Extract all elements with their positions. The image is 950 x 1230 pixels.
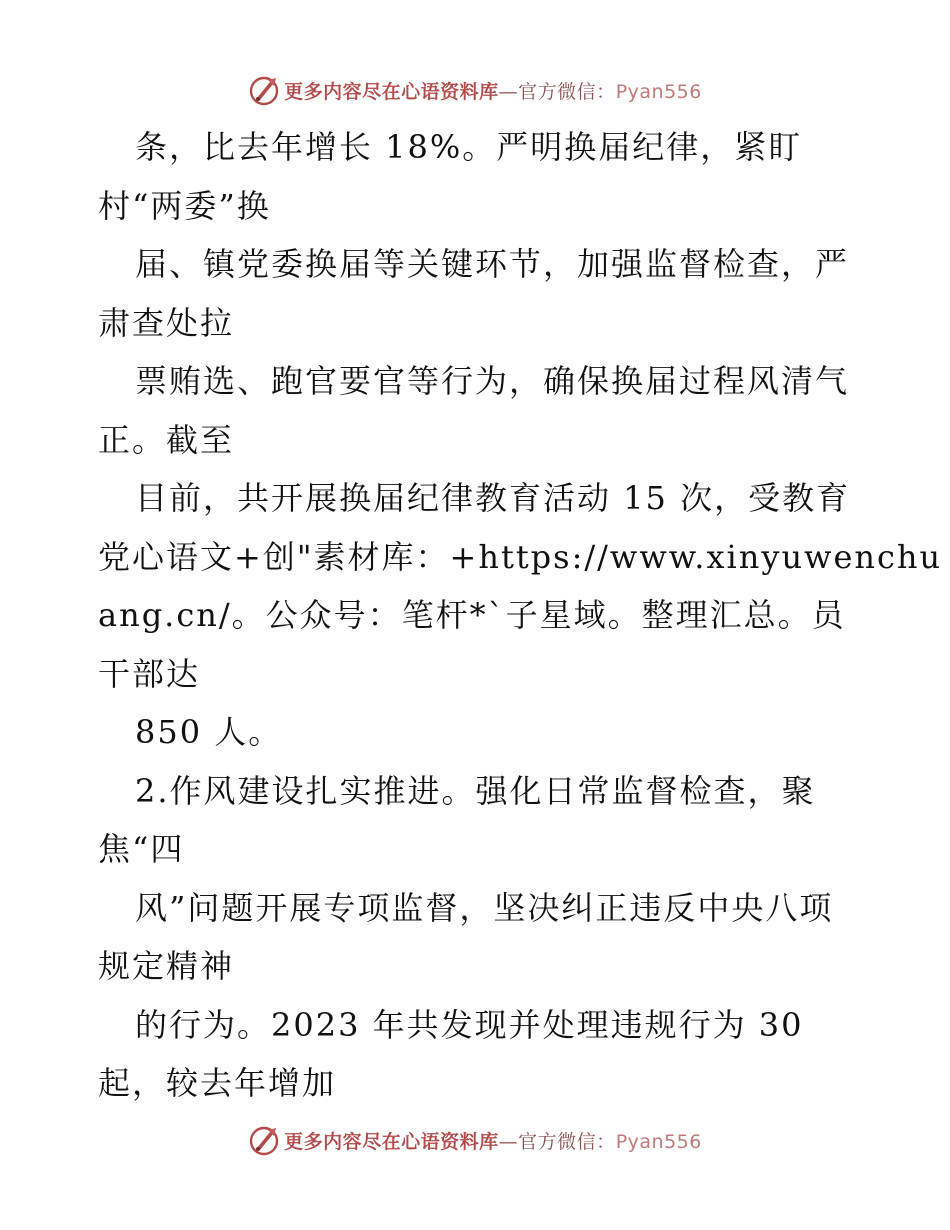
watermark-separator: — bbox=[498, 1130, 519, 1153]
red-quill-logo-icon bbox=[248, 74, 280, 106]
body-line: 村“两委”换 bbox=[98, 186, 271, 225]
watermark-handle: Pyan556 bbox=[615, 80, 702, 103]
header-watermark bbox=[0, 70, 950, 110]
body-line: 党心语文+创"素材库：+https://www.xinyuwenchu bbox=[98, 537, 943, 576]
footer-watermark bbox=[0, 1120, 950, 1160]
body-line: 2.作风建设扎实推进。强化日常监督检查，聚 bbox=[135, 771, 816, 810]
watermark-label: 官方微信： bbox=[518, 1130, 616, 1153]
watermark-lead-text: 更多内容尽在心语资料库 bbox=[284, 1130, 499, 1153]
watermark-label: 官方微信： bbox=[518, 80, 616, 103]
body-line: 850 人。 bbox=[135, 713, 283, 751]
body-line: 风”问题开展专项监督，坚决纠正违反中央八项 bbox=[135, 888, 834, 927]
body-line: 目前，共开展换届纪律教育活动 15 次，受教育 bbox=[135, 479, 851, 517]
body-line: 条，比去年增长 18%。严明换届纪律，紧盯 bbox=[135, 128, 803, 166]
body-line: ang.cn/。公众号：笔杆*`子星域。整理汇总。员 bbox=[98, 596, 846, 634]
body-line: 干部达 bbox=[98, 654, 201, 693]
red-quill-logo-icon bbox=[248, 1124, 280, 1156]
body-line: 焦“四 bbox=[98, 830, 185, 868]
document-body bbox=[0, 118, 950, 1113]
body-line: 票贿选、跑官要官等行为，确保换届过程风清气 bbox=[135, 362, 850, 400]
body-line: 届、镇党委换届等关键环节，加强监督检查，严 bbox=[135, 245, 850, 283]
watermark-separator: — bbox=[498, 80, 519, 103]
body-line: 的行为。2023 年共发现并处理违规行为 30 bbox=[135, 1005, 804, 1044]
body-line: 规定精神 bbox=[98, 947, 235, 985]
body-line: 肃查处拉 bbox=[98, 303, 235, 342]
body-line: 起，较去年增加 bbox=[98, 1064, 337, 1102]
watermark-lead-text: 更多内容尽在心语资料库 bbox=[284, 80, 499, 103]
body-line: 正。截至 bbox=[98, 420, 235, 459]
watermark-handle: Pyan556 bbox=[615, 1130, 702, 1153]
